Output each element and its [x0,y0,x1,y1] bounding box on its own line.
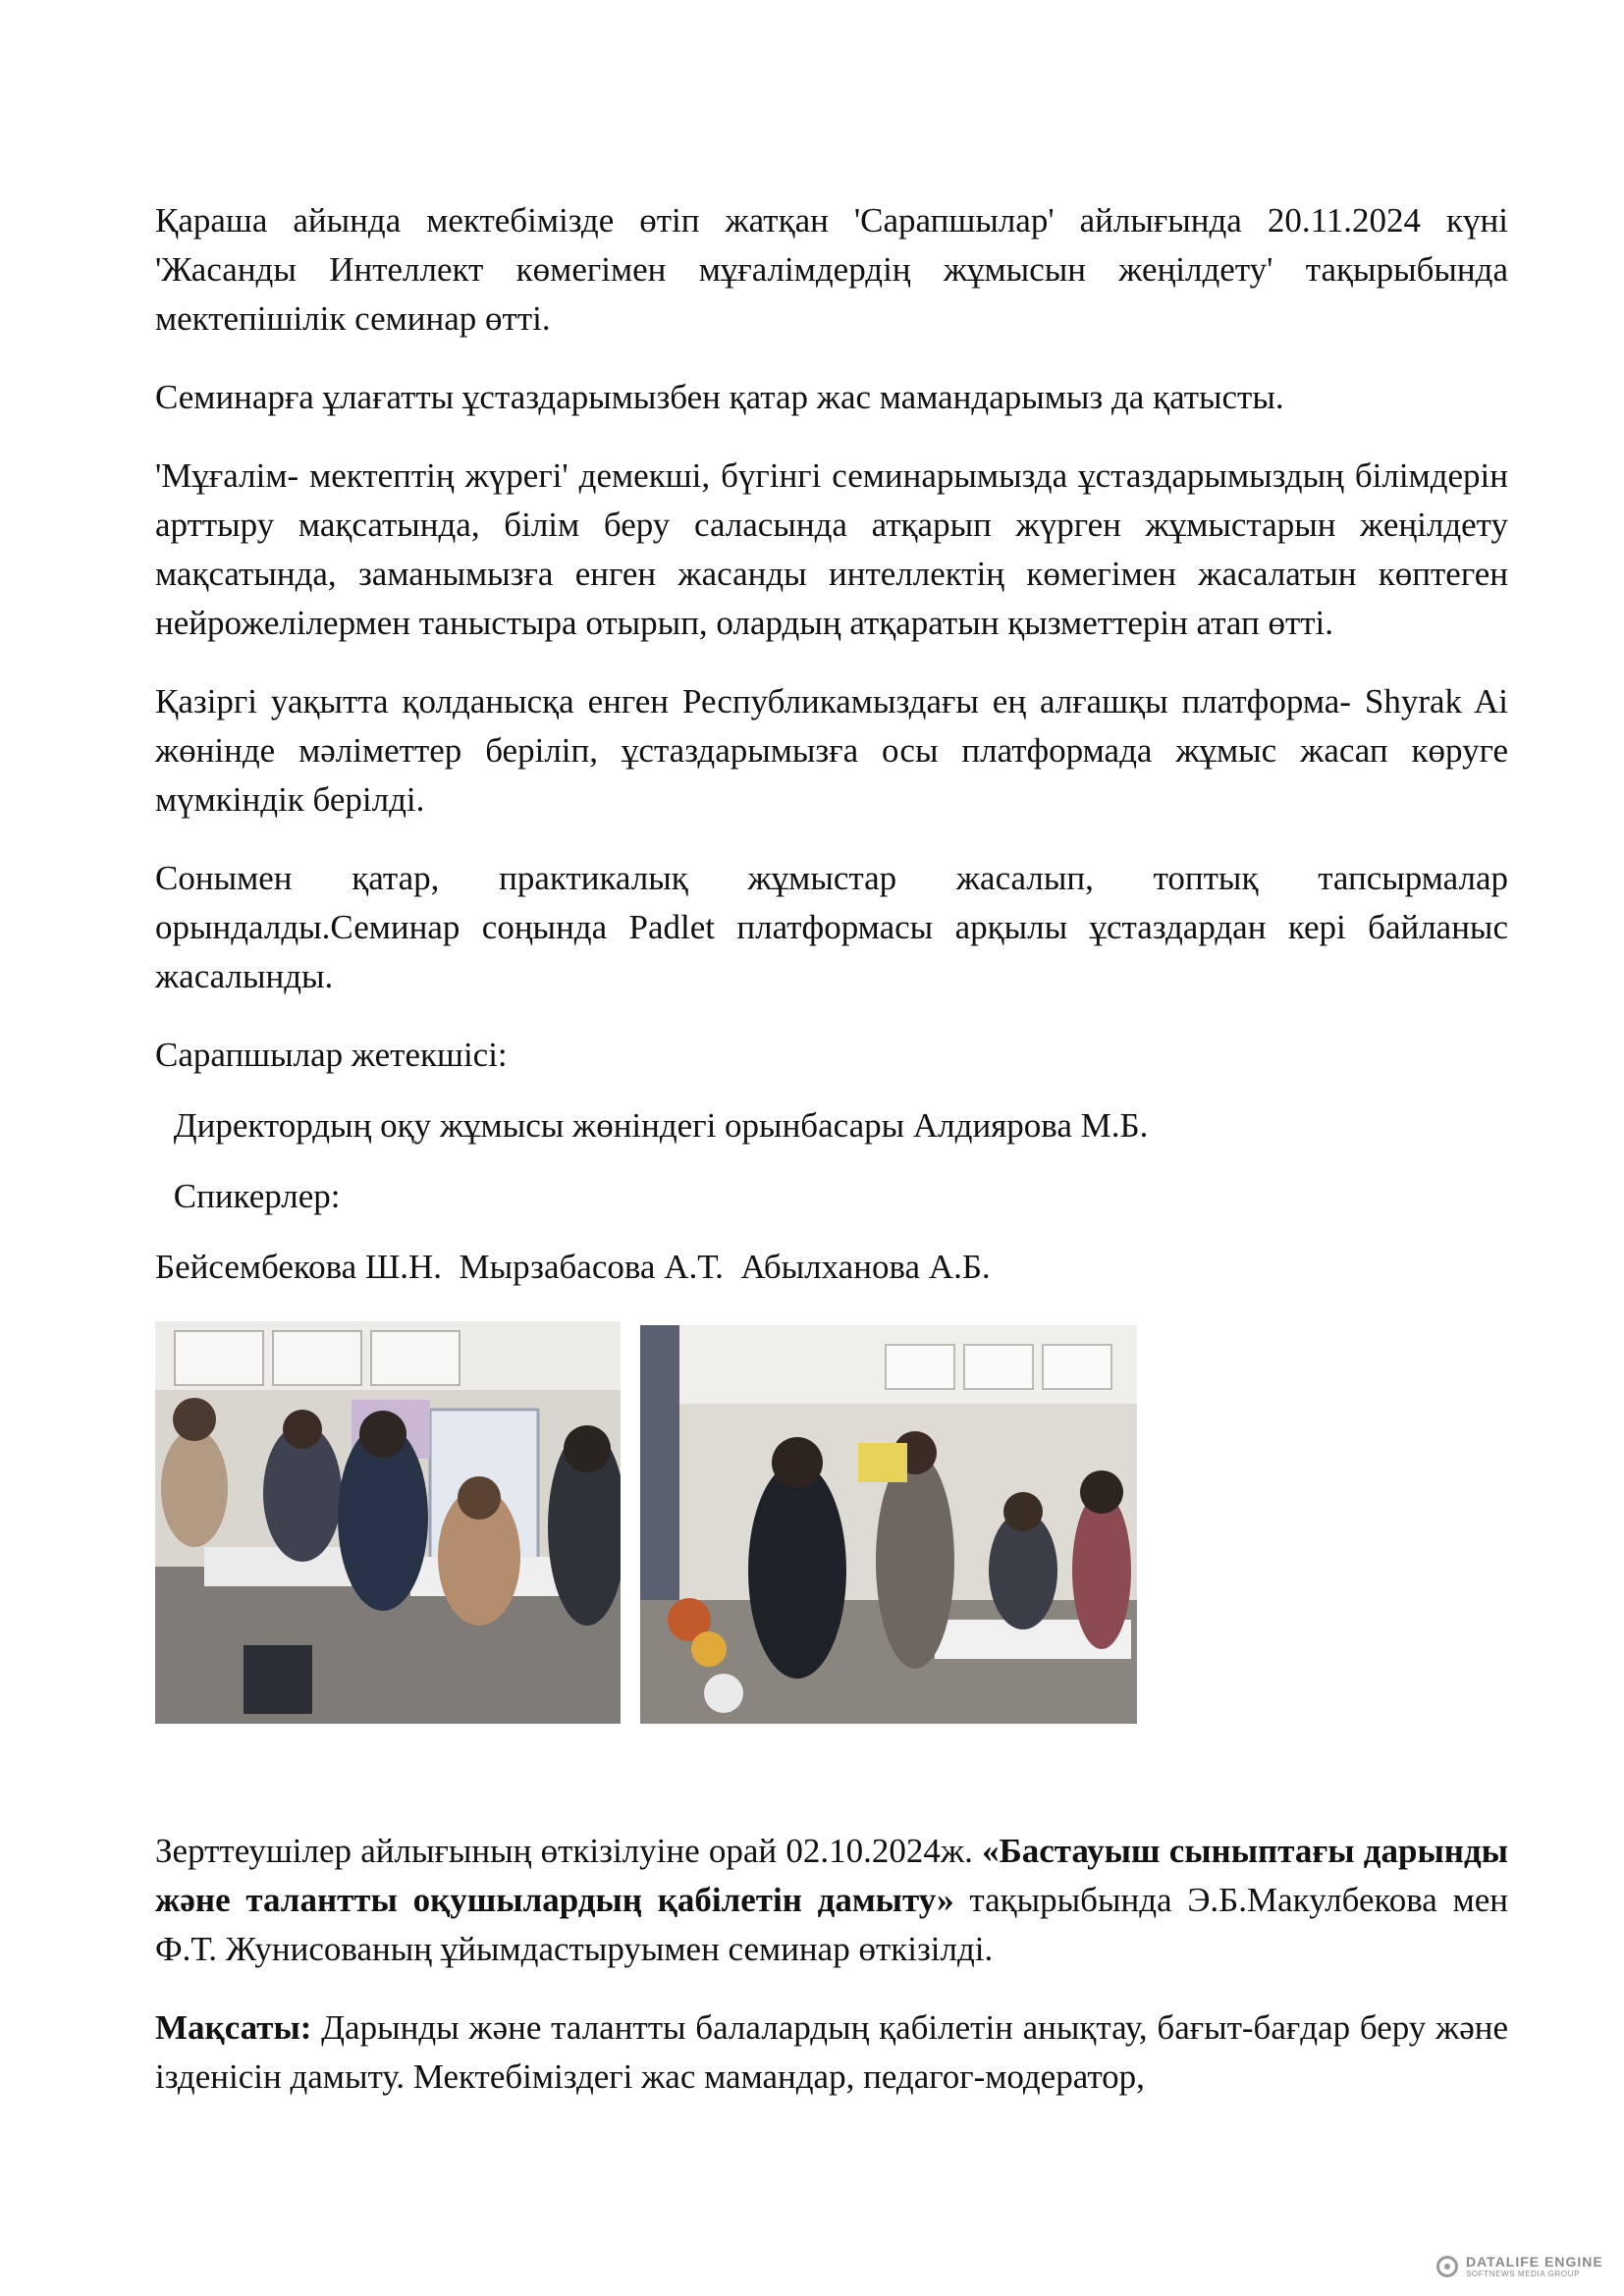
goal-label: Мақсаты: [155,2008,312,2047]
document-page [155,196,1508,2131]
seminar-photo-2 [640,1325,1137,1724]
researchers-intro: Зерттеушілер айлығының өткізілуіне орай 02.10.2024ж. [155,1832,983,1870]
leader-label: Сарапшылар жетекшісі: [155,1036,508,1074]
seminar-photo-1 [155,1321,621,1724]
speakers-names: Бейсембекова Ш.Н. Мырзабасова А.Т. Абылханова А.Б. [155,1248,991,1286]
seminar-photos [155,1321,1508,1724]
paragraph-goal [155,2003,1508,2102]
paragraph-intro: Қараша айында мектебімізде өтіп жатқан 'Сарапшылар' айлығында 20.11.2024 күні 'Жасанды Интеллект көмегімен мұғалімдердің жұмысын жеңілдету' тақырыбында мектепішілік семинар өтті. [155,201,1508,338]
datalife-logo-icon [1436,2256,1458,2277]
paragraph-practical-work: Сонымен қатар, практикалық жұмыстар жасалып, топтық тапсырмалар орындалды.Семинар соңында Padlet платформасы арқылы ұстаздардан кері байланыс жасалынды. [155,859,1508,995]
speakers-label: Спикерлер: [165,1177,341,1215]
logo-line-2: SOFTNEWS MEDIA GROUP [1466,2269,1581,2278]
researchers-rest: тақырыбында Э.Б.Макулбекова мен Ф.Т. Жунисованың ұйымдастыруымен семинар өткізілді. [155,1881,1508,1968]
goal-text: Дарынды және талантты балалардың қабілетін анықтау, бағыт-бағдар беру және ізденісін дамыту. Мектебіміздегі жас мамандар, педагог-модератор, [155,2008,1508,2096]
paragraph-participants: Семинарға ұлағатты ұстаздарымызбен қатар жас мамандарымыз да қатысты. [155,378,1284,416]
leader-name: Директордың оқу жұмысы жөніндегі орынбасары Алдиярова М.Б. [165,1106,1149,1145]
paragraph-researchers-seminar [155,1827,1508,1974]
paragraph-shyrak-ai: Қазіргі уақытта қолданысқа енген Республикамыздағы ең алғашқы платформа- Shyrak Ai жөнінде мәліметтер беріліп, ұстаздарымызға осы платформада жұмыс жасап көруге мүмкіндік берілді. [155,682,1508,819]
datalife-engine-logo [1436,2255,1603,2278]
logo-line-1: DATALIFE ENGINE [1466,2254,1603,2269]
seminar-topic: «Бастауыш сыныптағы дарынды және талантты оқушылардың қабілетін дамыту» [155,1832,1508,1919]
paragraph-seminar-content: 'Мұғалім- мектептің жүрегі' демекші, бүгінгі семинарымызда ұстаздарымыздың білімдерін арттыру мақсатында, білім беру саласында атқарып жүрген жұмыстарын жеңілдету мақсатында, заманымызға енген жасанды интеллектің көмегімен жасалатын көптеген нейрожелілермен таныстыра отырып, олардың атқаратын қызметтерін атап өтті. [155,456,1508,642]
